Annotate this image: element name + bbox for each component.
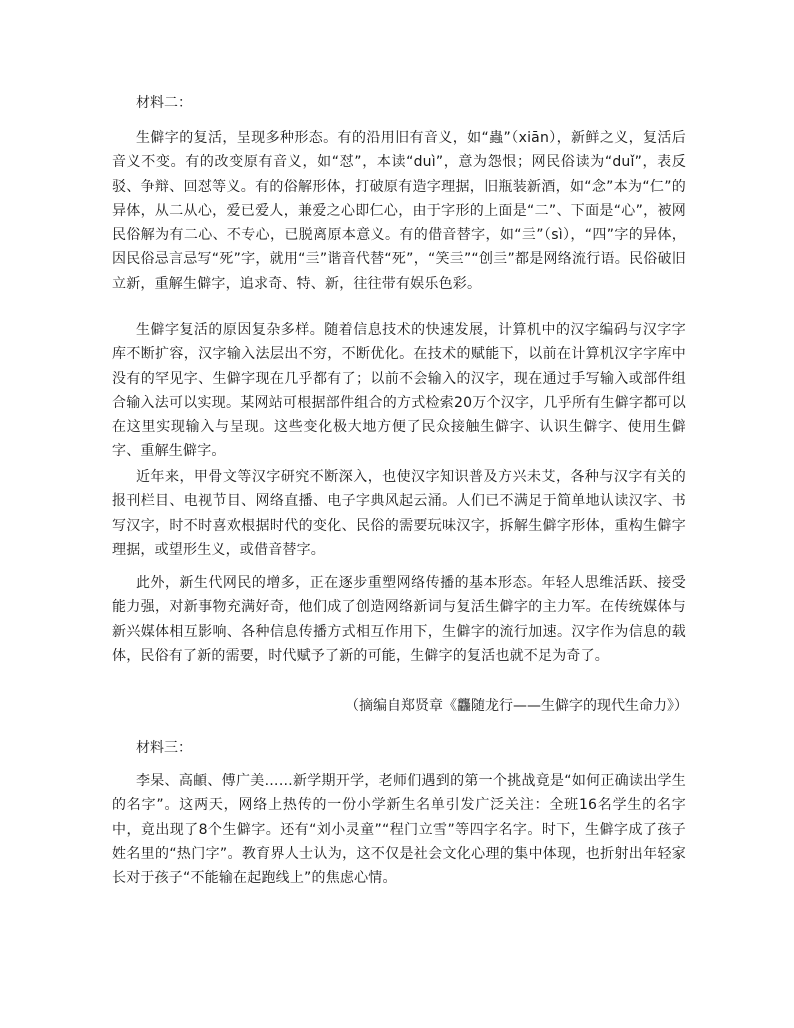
paragraph-research: 近年来，甲骨文等汉字研究不断深入，也使汉字知识普及方兴未艾，各种与汉字有关的报刊栏目、电视节目、网络直播、电子字典风起云涌。人们已不满足于简单地认读汉字、书写汉字，时不时喜欢根据时代的变化、民俗的需要玩味汉字，拆解生僻字形体，重构生僻字理据，或望形生义，或借音替字。 — [112, 469, 686, 558]
source-citation: （摘编自郑贤章《龘随龙行——生僻字的现代生命力》） — [345, 698, 688, 714]
material-two-body — [112, 126, 686, 296]
material-two-body-2 — [112, 318, 686, 464]
paragraph-netizens: 此外，新生代网民的增多，正在逐步重塑网络传播的基本形态。年轻人思维活跃、接受能力强，对新事物充满好奇，他们成了创造网络新词与复活生僻字的主力军。在传统媒体与新兴媒体相互影响、各种信息传播方式相互作用下，生僻字的流行加速。汉字作为信息的载体，民俗有了新的需要，时代赋予了新的可能，生僻字的复活也就不足为奇了。 — [112, 575, 686, 664]
material-three-body — [112, 769, 686, 890]
material-two-body-3 — [112, 465, 686, 562]
paragraph-forms: 生僻字的复活，呈现多种形态。有的沿用旧有音义，如“蟲”（xiān），新鲜之义，复活后音义不变。有的改变原有音义，如“怼”，本读“duì”，意为怨恨；网民俗读为“duǐ”，表反驳、争辩、回怼等义。有的俗解形体，打破原有造字理据，旧瓶装新酒，如“念”本为“仁”的异体，从二从心，爱已爱人，兼爱之心即仁心，由于字形的上面是“二”、下面是“心”，被网民俗解为有二心、不专心，已脱离原本意义。有的借音替字，如“亖”（sì），“四”字的异体，因民俗忌言忌写“死”字，就用“亖”谐音代替“死”，“笑亖”“创亖”都是网络流行语。民俗破旧立新，重解生僻字，追求奇、特、新，往往带有娱乐色彩。 — [112, 130, 686, 292]
material-three-heading: 材料三： — [136, 740, 192, 756]
paragraph-names: 李杲、高頔、傅广美……新学期开学，老师们遇到的第一个挑战竟是“如何正确读出学生的名字”。这两天，网络上热传的一份小学新生名单引发广泛关注：全班16名学生的名字中，竟出现了8个生僻字。还有“刘小灵童”“程门立雪”等四字名字。时下，生僻字成了孩子姓名里的“热门字”。教育界人士认为，这不仅是社会文化心理的集中体现，也折射出年轻家长对于孩子“不能输在起跑线上”的焦虑心情。 — [112, 773, 686, 887]
material-two-heading: 材料二： — [136, 95, 192, 111]
material-two-body-4 — [112, 571, 686, 668]
paragraph-causes: 生僻字复活的原因复杂多样。随着信息技术的快速发展，计算机中的汉字编码与汉字字库不断扩容，汉字输入法层出不穷，不断优化。在技术的赋能下，以前在计算机汉字字库中没有的罕见字、生僻字现在几乎都有了；以前不会输入的汉字，现在通过手写输入或部件组合输入法可以实现。某网站可根据部件组合的方式检索20万个汉字，几乎所有生僻字都可以在这里实现输入与呈现。这些变化极大地方便了民众接触生僻字、认识生僻字、使用生僻字、重解生僻字。 — [112, 322, 686, 460]
